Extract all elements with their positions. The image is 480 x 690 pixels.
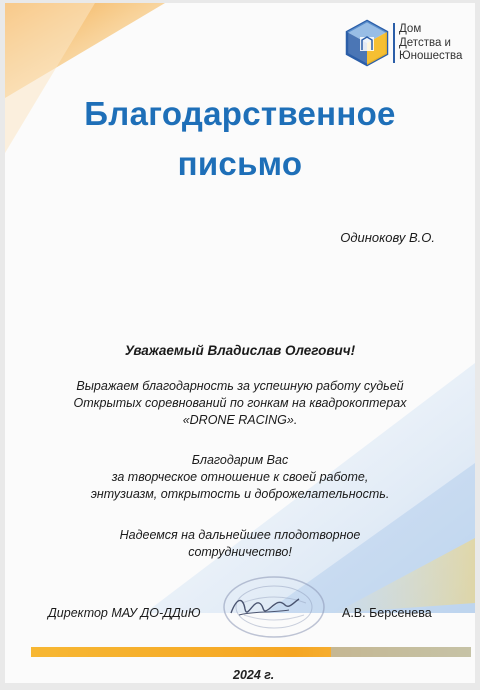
logo-cube-icon [345,19,389,67]
organization-logo [345,17,470,71]
logo-divider [393,23,395,63]
handwritten-signature [227,591,302,621]
title-line-1: Благодарственное [84,95,396,132]
paragraph3-line: Надеемся на дальнейшее плодотворное [119,528,361,542]
certificate-page [5,3,475,683]
document-title [5,89,475,189]
paragraph2-line: энтузиазм, открытость и доброжелательность. [90,487,390,501]
gratitude-paragraph [15,378,465,429]
title-line-2: письмо [177,145,303,182]
logo-line-1: Дом [399,23,422,35]
paragraph2-line: Благодарим Вас [191,453,289,467]
recipient-name: Одинокову В.О. [340,230,435,245]
bottom-stripe [31,645,471,659]
logo-text [399,23,462,64]
logo-line-2: Детства и [399,36,451,49]
director-title: Директор МАУ ДО-ДДиЮ [48,606,201,620]
paragraph1-line: «DRONE RACING». [182,413,298,427]
paragraph3-line: сотрудничество! [188,545,292,559]
document-year: 2024 г. [233,668,275,682]
paragraph1-line: Открытых соревнований по гонкам на квадрокоптерах [73,396,407,410]
logo-line-3: Юношества [399,50,463,62]
paragraph2-line: за творческое отношение к своей работе, [111,470,369,484]
thanks-paragraph [15,452,465,503]
signer-name: А.В. Берсенева [342,606,432,620]
salutation: Уважаемый Владислав Олегович! [124,343,356,358]
paragraph1-line: Выражаем благодарность за успешную работу судьей [76,379,404,393]
hope-paragraph [15,527,465,561]
